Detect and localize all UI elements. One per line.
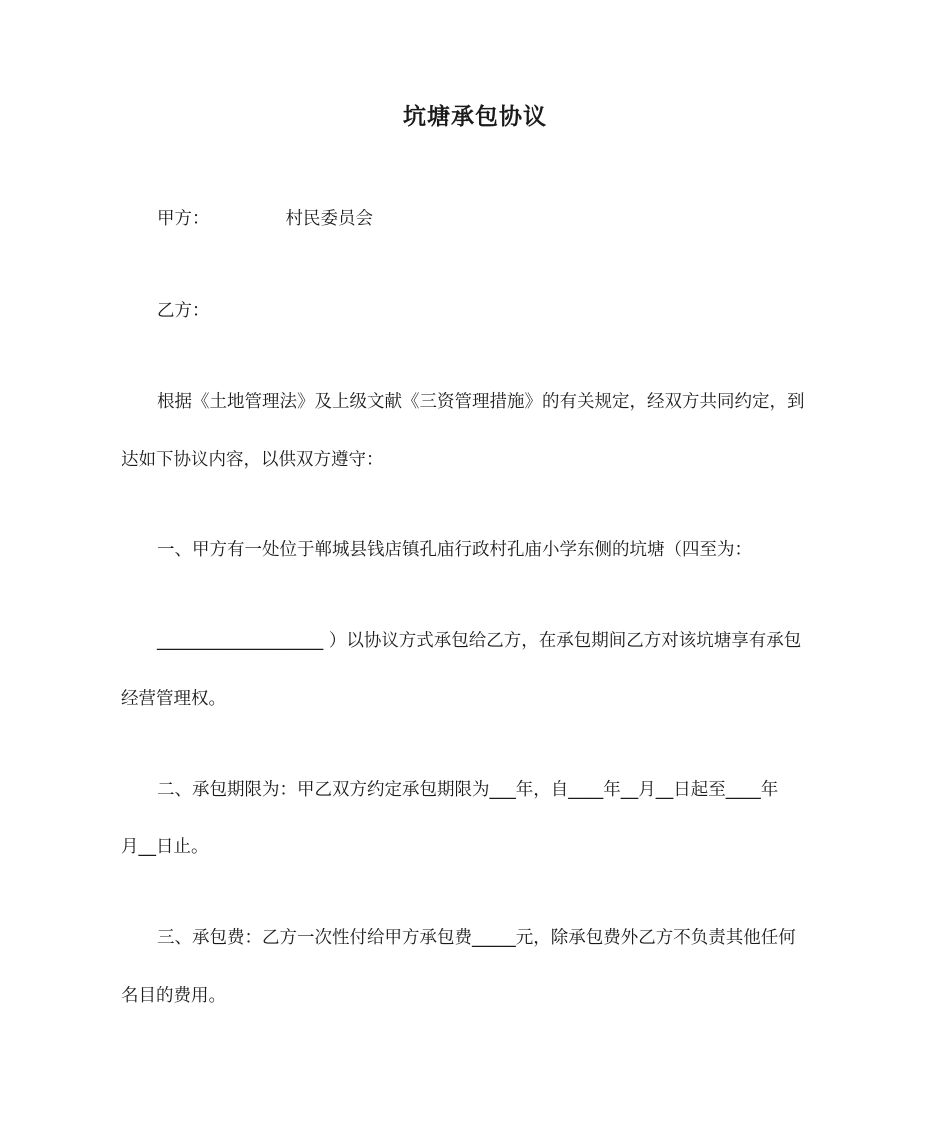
clause-3-line-1: 三、承包费：乙方一次性付给甲方承包费_____元，除承包费外乙方不负责其他任何	[157, 928, 796, 948]
clause-3-line-2: 名目的费用。	[121, 986, 226, 1006]
intro-line-1: 根据《土地管理法》及上级文献《三资管理措施》的有关规定，经双方共同约定，到	[157, 392, 805, 412]
document-title: 坑塘承包协议	[403, 104, 547, 130]
party-b-label: 乙方：	[157, 301, 210, 321]
clause-2-line-1: 二、承包期限为：甲乙双方约定承包期限为___年，自____年__月__日起至____年	[157, 780, 779, 800]
party-a-label: 甲方：	[157, 209, 210, 229]
clause-1-line-1: 一、甲方有一处位于郸城县钱店镇孔庙行政村孔庙小学东侧的坑塘（四至为：	[157, 540, 752, 560]
clause-1-line-3: 经营管理权。	[121, 689, 226, 709]
clause-1-line-2: ___________________ ）以协议方式承包给乙方，在承包期间乙方对该坑塘享有承包	[157, 631, 802, 651]
party-a-value: 村民委员会	[285, 209, 373, 229]
clause-2-line-2: 月__日止。	[121, 837, 209, 857]
intro-line-2: 达如下协议内容，以供双方遵守：	[121, 450, 384, 470]
party-a-line	[157, 208, 373, 230]
